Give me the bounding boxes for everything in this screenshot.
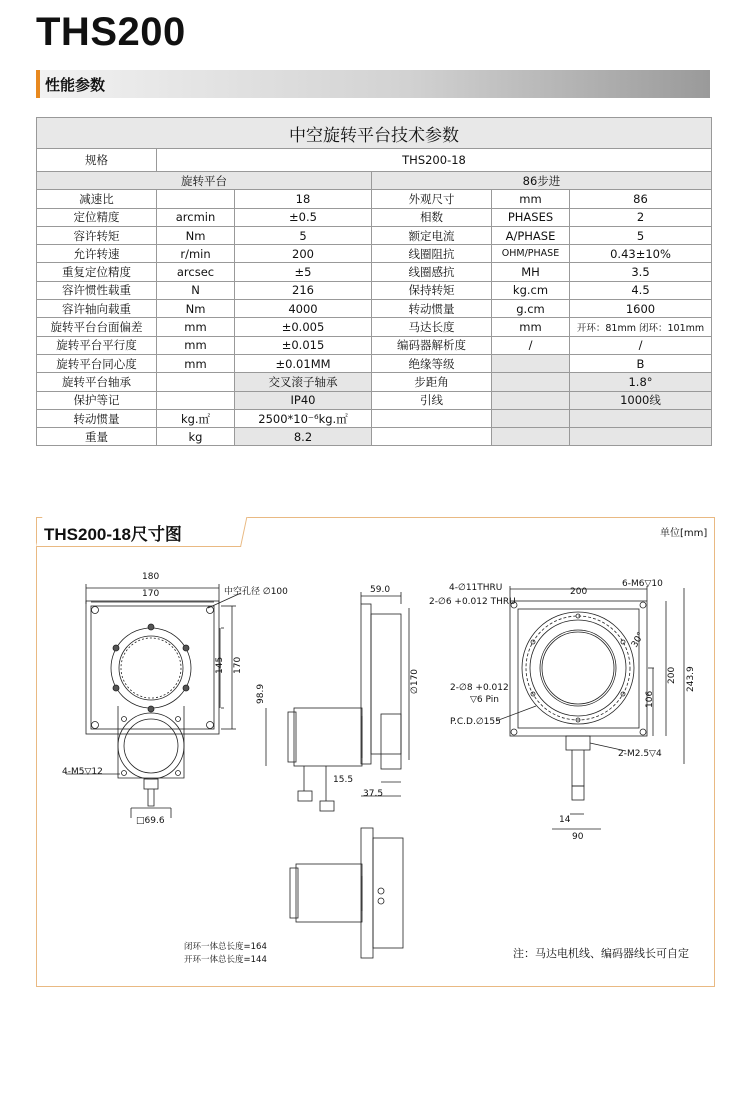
- length-closed-loop: 闭环一体总长度=164: [184, 942, 267, 952]
- plan-view: [496, 586, 684, 829]
- motor-unit: [492, 409, 570, 427]
- spec-label: 保护等记: [37, 391, 157, 409]
- spec-table: [36, 117, 712, 446]
- spec-value: ±0.01MM: [235, 354, 372, 372]
- motor-value: /: [570, 336, 712, 354]
- motor-value: B: [570, 354, 712, 372]
- spec-value: ±0.5: [235, 208, 372, 226]
- dim-200v: 200: [667, 666, 677, 684]
- dim-14: 14: [559, 815, 571, 825]
- spec-unit: mm: [157, 336, 235, 354]
- motor-label: 步距角: [372, 373, 492, 391]
- model-value: THS200-18: [157, 149, 712, 172]
- motor-unit: g.cm: [492, 300, 570, 318]
- motor-label: [372, 428, 492, 446]
- motor-unit: [492, 373, 570, 391]
- dim-170v: 170: [233, 656, 243, 674]
- motor-value: 5: [570, 226, 712, 244]
- spec-row: [37, 263, 712, 281]
- spec-value: 8.2: [235, 428, 372, 446]
- motor-unit: MH: [492, 263, 570, 281]
- motor-unit: OHM/PHASE: [492, 245, 570, 263]
- section-accent: [36, 70, 40, 98]
- spec-value: 5: [235, 226, 372, 244]
- dim-m6: 6-M6▽10: [622, 579, 663, 589]
- spec-label: 减速比: [37, 190, 157, 208]
- spec-row: [37, 318, 712, 336]
- motor-label: 外观尺寸: [372, 190, 492, 208]
- dim-170: 170: [142, 589, 160, 599]
- spec-label: 容许轴向载重: [37, 300, 157, 318]
- spec-label: 旋转平台同心度: [37, 354, 157, 372]
- motor-unit: [492, 391, 570, 409]
- dim-square: □69.6: [136, 816, 165, 826]
- motor-label: 额定电流: [372, 226, 492, 244]
- spec-label: 旋转平台台面偏差: [37, 318, 157, 336]
- spec-unit: r/min: [157, 245, 235, 263]
- dim-145: 145: [215, 656, 225, 674]
- model-label: 规格: [37, 149, 157, 172]
- dim-180: 180: [142, 572, 160, 582]
- spec-unit: Nm: [157, 226, 235, 244]
- spec-row: [37, 245, 712, 263]
- dim-30deg: 30°: [629, 630, 647, 650]
- spec-row: [37, 373, 712, 391]
- spec-row: [37, 226, 712, 244]
- dim-243-9: 243.9: [686, 666, 696, 692]
- spec-row: [37, 391, 712, 409]
- spec-row: [37, 300, 712, 318]
- motor-value: 1600: [570, 300, 712, 318]
- spec-value: IP40: [235, 391, 372, 409]
- spec-value: ±0.005: [235, 318, 372, 336]
- motor-value: 4.5: [570, 281, 712, 299]
- spec-unit: N: [157, 281, 235, 299]
- motor-value: 1.8°: [570, 373, 712, 391]
- dim-15-5: 15.5: [333, 775, 354, 785]
- dim-pin: ▽6 Pin: [470, 695, 499, 705]
- motor-value: 1000线: [570, 391, 712, 409]
- spec-label: 允许转速: [37, 245, 157, 263]
- spec-row: [37, 190, 712, 208]
- dim-m5: 4-M5▽12: [62, 767, 103, 777]
- dim-59: 59.0: [370, 585, 391, 595]
- motor-value: 3.5: [570, 263, 712, 281]
- dim-90: 90: [572, 832, 584, 842]
- section-header: [36, 70, 710, 98]
- spec-unit: mm: [157, 354, 235, 372]
- spec-unit: Nm: [157, 300, 235, 318]
- spec-unit: arcmin: [157, 208, 235, 226]
- spec-value: 18: [235, 190, 372, 208]
- spec-label: 旋转平台轴承: [37, 373, 157, 391]
- dim-6thru: 2-∅6 +0.012 THRU: [429, 597, 516, 607]
- motor-unit: [492, 428, 570, 446]
- spec-label: 旋转平台平行度: [37, 336, 157, 354]
- spec-unit: [157, 391, 235, 409]
- motor-unit: A/PHASE: [492, 226, 570, 244]
- spec-row: [37, 354, 712, 372]
- dim-pcd: P.C.D.∅155: [450, 717, 501, 727]
- dim-hole: 中空孔径 ∅100: [224, 587, 288, 597]
- spec-value: 交叉滚子轴承: [235, 373, 372, 391]
- spec-label: 重复定位精度: [37, 263, 157, 281]
- motor-unit: /: [492, 336, 570, 354]
- motor-value: 0.43±10%: [570, 245, 712, 263]
- spec-unit: kg.㎡: [157, 409, 235, 427]
- spec-value: ±0.015: [235, 336, 372, 354]
- motor-label: 绝缘等级: [372, 354, 492, 372]
- spec-value: 2500*10⁻⁶kg.㎡: [235, 409, 372, 427]
- spec-label: 转动惯量: [37, 409, 157, 427]
- spec-value: ±5: [235, 263, 372, 281]
- dim-37-5: 37.5: [363, 789, 384, 799]
- length-open-loop: 开环一体总长度=144: [184, 955, 267, 965]
- bottom-view: [290, 828, 403, 958]
- spec-label: 容许惯性载重: [37, 281, 157, 299]
- spec-value: 216: [235, 281, 372, 299]
- motor-value: 2: [570, 208, 712, 226]
- spec-label: 容许转矩: [37, 226, 157, 244]
- spec-unit: mm: [157, 318, 235, 336]
- dim-98-9: 98.9: [256, 683, 266, 704]
- motor-value: 86: [570, 190, 712, 208]
- motor-value: [570, 409, 712, 427]
- spec-row: [37, 336, 712, 354]
- dim-200: 200: [570, 587, 588, 597]
- dim-11thru: 4-∅11THRU: [449, 583, 503, 593]
- spec-rows: [37, 190, 712, 446]
- spec-row: [37, 208, 712, 226]
- motor-unit: PHASES: [492, 208, 570, 226]
- dim-phi170: ∅170: [410, 668, 420, 694]
- spec-label: 定位精度: [37, 208, 157, 226]
- motor-label: 线圈感抗: [372, 263, 492, 281]
- motor-unit: mm: [492, 190, 570, 208]
- motor-label: 转动惯量: [372, 300, 492, 318]
- spec-unit: arcsec: [157, 263, 235, 281]
- dim-m2-5: 2-M2.5▽4: [618, 749, 662, 759]
- motor-label: 马达长度: [372, 318, 492, 336]
- motor-label: 保持转矩: [372, 281, 492, 299]
- motor-label: 编码器解析度: [372, 336, 492, 354]
- spec-row: [37, 428, 712, 446]
- motor-unit: mm: [492, 318, 570, 336]
- section-title: 性能参数: [45, 76, 106, 94]
- spec-value: 4000: [235, 300, 372, 318]
- left-group-header: 旋转平台: [37, 172, 372, 190]
- motor-label: 线圈阻抗: [372, 245, 492, 263]
- motor-label: 引线: [372, 391, 492, 409]
- spec-unit: [157, 190, 235, 208]
- front-view: [66, 584, 241, 818]
- dim-106: 106: [645, 690, 655, 708]
- dim-8pin: 2-∅8 +0.012: [450, 683, 509, 693]
- spec-row: [37, 281, 712, 299]
- drawing-note: 注：马达电机线、编码器线长可自定: [513, 947, 689, 960]
- product-title: THS200: [36, 10, 186, 54]
- spec-row: [37, 409, 712, 427]
- drawing-title: THS200-18尺寸图: [44, 525, 182, 544]
- spec-value: 200: [235, 245, 372, 263]
- motor-label: [372, 409, 492, 427]
- right-group-header: 86步进: [372, 172, 712, 190]
- spec-unit: kg: [157, 428, 235, 446]
- spec-unit: [157, 373, 235, 391]
- table-title: 中空旋转平台技术参数: [37, 118, 712, 149]
- motor-unit: [492, 354, 570, 372]
- spec-label: 重量: [37, 428, 157, 446]
- motor-value: 开环：81mm 闭环：101mm: [570, 318, 712, 336]
- motor-label: 相数: [372, 208, 492, 226]
- motor-unit: kg.cm: [492, 281, 570, 299]
- dimension-drawing: [36, 546, 713, 984]
- drawing-unit: 单位[mm]: [660, 528, 708, 539]
- motor-value: [570, 428, 712, 446]
